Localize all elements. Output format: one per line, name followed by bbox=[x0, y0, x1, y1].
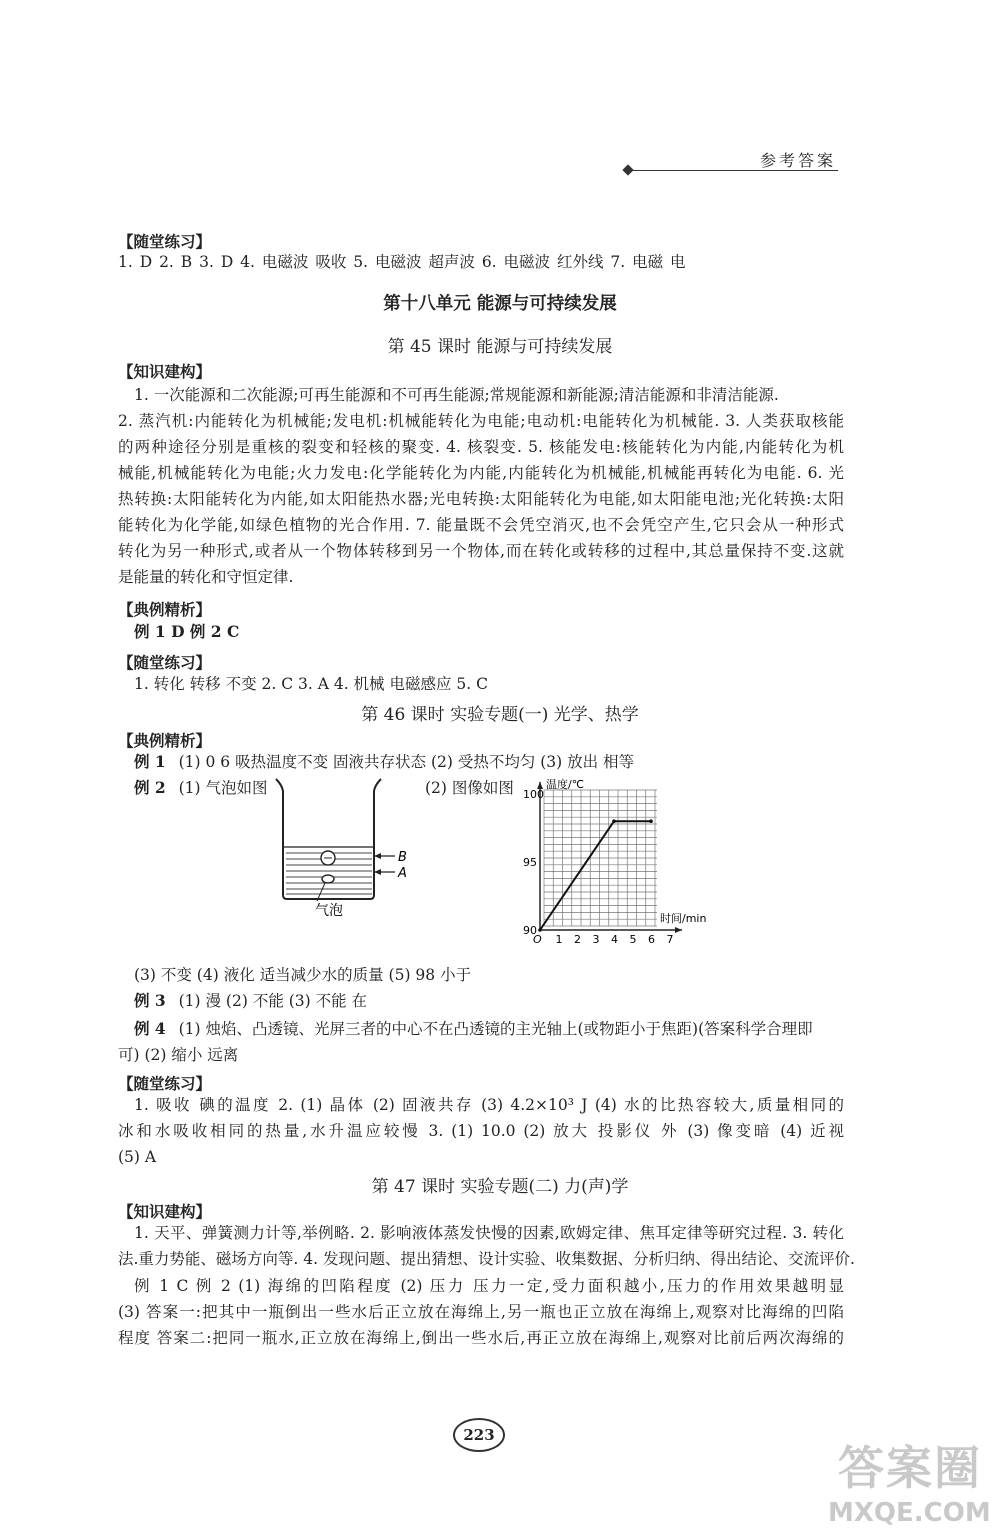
lesson-47-title: 第 47 课时 实验专题(二) 力(声)学 bbox=[371, 1177, 629, 1197]
lesson-45-practice-heading: 【随堂练习】 bbox=[118, 653, 212, 672]
y-axis-label: 温度/℃ bbox=[546, 778, 585, 791]
beaker-diagram bbox=[270, 775, 420, 920]
watermark-text: 答案圈 bbox=[838, 1441, 982, 1495]
example-label: 例 4 bbox=[134, 1019, 166, 1038]
lesson-47-knowledge-line: 法.重力势能、磁场方向等. 4. 发现问题、提出猜想、设计实验、收集数据、分析归纳、得出结论、交流评价. bbox=[118, 1250, 855, 1268]
lesson-45-example-answers: 例 1 D 例 2 C bbox=[134, 622, 240, 641]
x-axis-label: 时间/min bbox=[660, 912, 707, 925]
y-tick-label: 95 bbox=[523, 856, 537, 869]
example-label: 例 1 bbox=[134, 752, 166, 771]
lesson-46-practice-heading: 【随堂练习】 bbox=[118, 1074, 212, 1093]
data-point bbox=[612, 819, 616, 823]
label-a: A bbox=[398, 866, 407, 881]
example-label: 例 3 bbox=[134, 991, 166, 1010]
lesson-47-answer-line: (3) 答案一:把其中一瓶倒出一些水后正立放在海绵上,另一瓶也正立放在海绵上,观察对比海绵的凹陷 bbox=[118, 1303, 844, 1321]
lesson-45-knowledge-line: 能转化为化学能,如绿色植物的光合作用. 7. 能量既不会凭空消灭,也不会凭空产生,它只会从一种形式 bbox=[118, 516, 844, 534]
lesson-46-example-4 bbox=[134, 1016, 813, 1042]
practice-1-answers: 1. D 2. B 3. D 4. 电磁波 吸收 5. 电磁波 超声波 6. 电磁波 红外线 7. 电磁 电 bbox=[118, 253, 686, 271]
data-point bbox=[649, 819, 653, 823]
lesson-46-example-2-part-2: (2) 图像如图 bbox=[425, 779, 514, 797]
lesson-45-knowledge-line: 的两种途径分别是重核的裂变和轻核的聚变. 4. 核裂变. 5. 核能发电:核能转化为内能,内能转化为机 bbox=[118, 438, 844, 456]
example-2-part-1-text: (1) 气泡如图 bbox=[178, 779, 268, 797]
lesson-46-practice-line: (5) A bbox=[118, 1148, 157, 1166]
lesson-45-knowledge-line: 2. 蒸汽机:内能转化为机械能;发电机:机械能转化为电能;电动机:电能转化为机械能. 3. 人类获取核能 bbox=[118, 412, 844, 430]
lesson-45-knowledge-line: 是能量的转化和守恒定律. bbox=[118, 568, 294, 586]
x-tick-label: 4 bbox=[611, 933, 618, 946]
watermark-logo bbox=[828, 1432, 991, 1528]
lesson-46-example-4-line-2: 可) (2) 缩小 远离 bbox=[118, 1046, 239, 1064]
x-tick-label: 6 bbox=[648, 933, 655, 946]
lesson-46-title: 第 46 课时 实验专题(一) 光学、热学 bbox=[361, 705, 639, 725]
lesson-46-practice-line: 冰和水吸收相同的热量,水升温应较慢 3. (1) 10.0 (2) 放大 投影仪 外 (3) 像变暗 (4) 近视 bbox=[118, 1122, 844, 1140]
lesson-45-knowledge-line: 械能,机械能转化为电能;火力发电:化学能转化为内能,内能转化为机械能,机械能再转化为电能. 6. 光 bbox=[118, 464, 844, 482]
lesson-45-knowledge-heading: 【知识建构】 bbox=[118, 362, 212, 381]
lesson-47-knowledge-line: 1. 天平、弹簧测力计等,举例略. 2. 影响液体蒸发快慢的因素,欧姆定律、焦耳定律等研究过程. 3. 转化 bbox=[134, 1224, 844, 1242]
data-point bbox=[538, 928, 542, 932]
lesson-47-knowledge-heading: 【知识建构】 bbox=[118, 1202, 212, 1221]
x-axis-arrow-icon bbox=[675, 927, 682, 933]
x-tick-label: 2 bbox=[574, 933, 581, 946]
lesson-47-answer-line: 程度 答案二:把同一瓶水,正立放在海绵上,倒出一些水后,再正立放在海绵上,观察对比前后两次海绵的 bbox=[118, 1329, 844, 1347]
lesson-46-practice-line: 1. 吸收 碘的温度 2. (1) 晶体 (2) 固液共存 (3) 4.2×10³ J (4) 水的比热容较大,质量相同的 bbox=[134, 1096, 844, 1114]
page-number: 223 bbox=[453, 1418, 505, 1452]
x-tick-label: 7 bbox=[666, 933, 674, 946]
x-tick-label: 3 bbox=[592, 933, 600, 946]
lesson-45-knowledge-line: 转化为另一种形式,或者从一个物体转移到另一个物体,而在转化或转移的过程中,其总量保持不变.这就 bbox=[118, 542, 844, 560]
lesson-45-example-heading: 【典例精析】 bbox=[118, 600, 212, 619]
example-1-text: (1) 0 6 吸热温度不变 固液共存状态 (2) 受热不均匀 (3) 放出 相等 bbox=[178, 753, 635, 771]
temperature-time-chart bbox=[500, 770, 730, 950]
bubble-a-icon bbox=[322, 875, 334, 883]
origin-label: O bbox=[533, 933, 542, 946]
lesson-45-practice-answers: 1. 转化 转移 不变 2. C 3. A 4. 机械 电磁感应 5. C bbox=[134, 675, 488, 693]
lesson-47-answer-line: 例 1 C 例 2 (1) 海绵的凹陷程度 (2) 压力 压力一定,受力面积越小,压力的作用效果越明显 bbox=[134, 1277, 844, 1295]
x-tick-label: 5 bbox=[629, 933, 637, 946]
watermark-url: MXQE.COM bbox=[828, 1498, 991, 1528]
unit-title: 第十八单元 能源与可持续发展 bbox=[383, 294, 617, 314]
lesson-45-knowledge-line: 热转换:太阳能转化为内能,如太阳能热水器;光电转换:太阳能转化为电能,如太阳能电池;光化转换:太阳 bbox=[118, 490, 844, 508]
bubble-label: 气泡 bbox=[315, 903, 343, 919]
chart-series bbox=[538, 819, 653, 931]
y-tick-label: 90 bbox=[523, 924, 537, 937]
chart-grid bbox=[544, 790, 657, 926]
y-tick-label: 100 bbox=[523, 788, 544, 801]
section-heading-practice-1: 【随堂练习】 bbox=[118, 232, 212, 251]
lesson-45-title: 第 45 课时 能源与可持续发展 bbox=[387, 337, 613, 357]
lesson-45-knowledge-line: 1. 一次能源和二次能源;可再生能源和不可再生能源;常规能源和新能源;清洁能源和非清洁能源. bbox=[134, 386, 779, 404]
example-label: 例 2 bbox=[134, 778, 166, 797]
example-3-text: (1) 漫 (2) 不能 (3) 不能 在 bbox=[178, 992, 368, 1010]
x-tick-label: 1 bbox=[555, 933, 563, 946]
lesson-46-example-3 bbox=[134, 988, 367, 1014]
lesson-46-example-heading: 【典例精析】 bbox=[118, 731, 212, 750]
example-4-text: (1) 烛焰、凸透镜、光屏三者的中心不在凸透镜的主光轴上(或物距小于焦距)(答案科学合理即 bbox=[178, 1020, 813, 1038]
lesson-46-example-2-part-1 bbox=[134, 775, 268, 801]
label-b: B bbox=[398, 850, 407, 865]
lesson-46-example-2-line-2: (3) 不变 (4) 液化 适当减少水的质量 (5) 98 小于 bbox=[134, 966, 472, 984]
header-label: 参考答案 bbox=[760, 151, 837, 170]
